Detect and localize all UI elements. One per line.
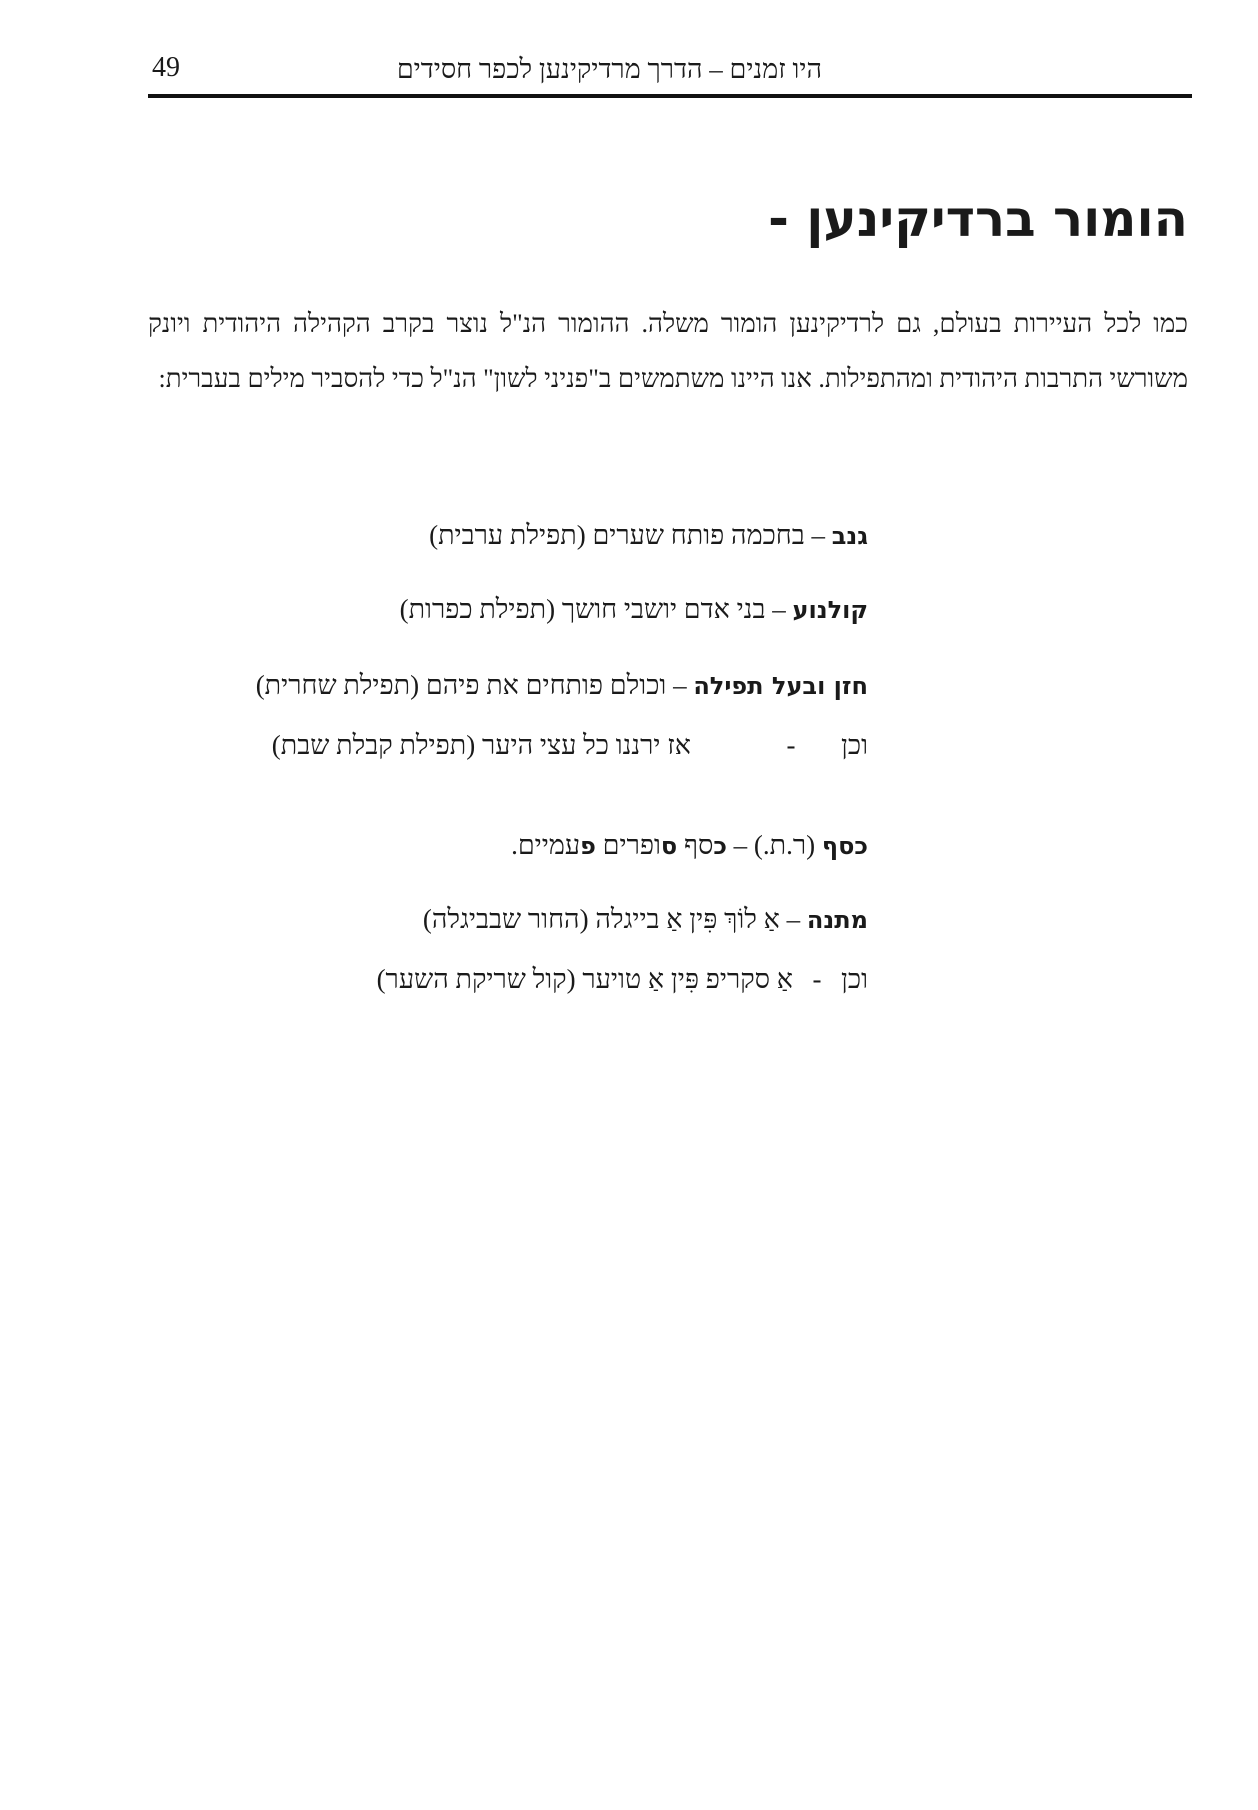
entry-chazan: [256, 670, 868, 701]
entry-separator: –: [804, 520, 832, 550]
entry-kolnoa: [400, 594, 868, 625]
entry-text: עמיים.: [511, 830, 581, 860]
entry-text: ופרים: [595, 830, 661, 860]
entry-separator: -: [812, 964, 822, 994]
entry-vechen-1: [272, 730, 868, 761]
entry-term: חזן ובעל תפילה: [693, 672, 868, 700]
entry-term: מתנה: [806, 906, 868, 934]
page-number: 49: [152, 52, 180, 83]
entry-text: אַ לוֹךְ פִּין אַ בייגלה (החור שבביגלה): [422, 904, 780, 934]
entry-vechen-2: [377, 964, 868, 995]
entry-abbr: (ר.ת.) –: [726, 830, 822, 860]
entry-text: בחכמה פותח שערים (תפילת ערבית): [429, 520, 805, 550]
entry-text: אז ירננו כל עצי היער (תפילת קבלת שבת): [271, 730, 691, 760]
acronym-letter: כ: [713, 832, 727, 860]
entry-term: גנב: [831, 522, 868, 550]
entry-separator: –: [779, 904, 807, 934]
entry-kesef: [511, 830, 868, 861]
running-header: [148, 48, 1192, 92]
entry-term: וכן: [841, 964, 868, 994]
header-rule: [148, 94, 1192, 98]
entry-separator: –: [765, 594, 793, 624]
entry-ganav: [429, 520, 868, 551]
entry-text: וכולם פותחים את פיהם (תפילת שחרית): [255, 670, 667, 700]
section-heading: הומור ברדיקינען -: [768, 190, 1188, 248]
entry-separator: –: [666, 670, 694, 700]
entry-matana: [423, 904, 868, 935]
acronym-letter: פ: [580, 832, 596, 860]
acronym-letter: ס: [660, 832, 678, 860]
entry-term: וכן: [841, 730, 868, 760]
entry-term: קולנוע: [792, 596, 868, 624]
running-header-title: היו זמנים – הדרך מרדיקינען לכפר חסידים: [396, 54, 822, 84]
entry-term: כסף: [821, 832, 868, 860]
entry-separator: -: [786, 730, 796, 760]
entry-text: בני אדם יושבי חושך (תפילת כפרות): [399, 594, 766, 624]
entry-text: סף: [677, 830, 714, 860]
intro-paragraph: כמו לכל העיירות בעולם, גם לרדיקינען הומור משלה. ההומור הנ"ל נוצר בקרב הקהילה היהודית ויונק משורשי התרבות היהודית ומהתפילות. אנו היינו משתמשים ב"פניני לשון" הנ"ל כדי להסביר מילים בעברית:: [148, 309, 1188, 393]
entry-text: אַ סקריפ פִּין אַ טויער (קול שריקת השער): [376, 964, 793, 994]
